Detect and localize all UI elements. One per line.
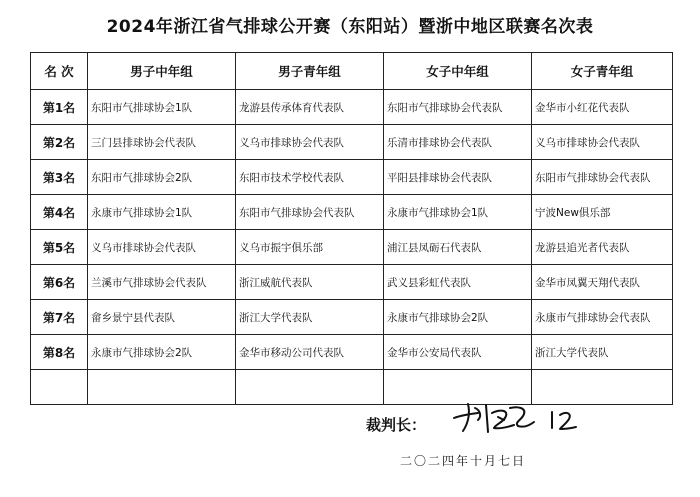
team-cell: 东阳市气排球协会代表队 [532, 160, 673, 195]
column-header-rank: 名 次 [31, 53, 88, 90]
team-cell: 乐清市排球协会代表队 [384, 125, 532, 160]
team-cell: 东阳市技术学校代表队 [236, 160, 384, 195]
table-row [31, 160, 673, 195]
referee-signature [448, 398, 598, 438]
table-row [31, 300, 673, 335]
team-cell: 义乌市排球协会代表队 [532, 125, 673, 160]
column-header-women-middle-age: 女子中年组 [384, 53, 532, 90]
referee-label: 裁判长： [366, 416, 427, 434]
column-header-men-youth: 男子青年组 [236, 53, 384, 90]
table-row [31, 265, 673, 300]
team-cell: 东阳市气排球协会2队 [88, 160, 236, 195]
team-cell: 东阳市气排球协会代表队 [236, 195, 384, 230]
table-row [31, 125, 673, 160]
team-cell: 浙江大学代表队 [532, 335, 673, 370]
column-header-women-youth: 女子青年组 [532, 53, 673, 90]
rank-cell: 第6名 [31, 265, 88, 300]
rank-cell: 第3名 [31, 160, 88, 195]
rank-cell: 第1名 [31, 90, 88, 125]
document-date: 二〇二四年十月七日 [400, 454, 527, 468]
rank-cell: 第4名 [31, 195, 88, 230]
team-cell: 永康市气排球协会2队 [88, 335, 236, 370]
team-cell: 永康市气排球协会2队 [384, 300, 532, 335]
team-cell: 龙游县追光者代表队 [532, 230, 673, 265]
rank-cell [31, 370, 88, 405]
team-cell: 平阳县排球协会代表队 [384, 160, 532, 195]
rank-cell: 第7名 [31, 300, 88, 335]
team-cell [236, 370, 384, 405]
page-title: 2024年浙江省气排球公开赛（东阳站）暨浙中地区联赛名次表 [106, 17, 594, 37]
table-header-row [31, 53, 673, 90]
team-cell: 东阳市气排球协会1队 [88, 90, 236, 125]
rank-cell: 第8名 [31, 335, 88, 370]
team-cell: 永康市气排球协会1队 [88, 195, 236, 230]
team-cell: 三门县排球协会代表队 [88, 125, 236, 160]
team-cell: 东阳市气排球协会代表队 [384, 90, 532, 125]
team-cell: 义乌市振宇俱乐部 [236, 230, 384, 265]
team-cell [88, 370, 236, 405]
team-cell: 武义县彩虹代表队 [384, 265, 532, 300]
team-cell: 宁波New俱乐部 [532, 195, 673, 230]
rank-cell: 第5名 [31, 230, 88, 265]
team-cell: 兰溪市气排球协会代表队 [88, 265, 236, 300]
team-cell: 金华市公安局代表队 [384, 335, 532, 370]
column-header-men-middle-age: 男子中年组 [88, 53, 236, 90]
team-cell: 义乌市排球协会代表队 [88, 230, 236, 265]
team-cell: 浙江大学代表队 [236, 300, 384, 335]
team-cell: 浙江威航代表队 [236, 265, 384, 300]
table-row [31, 90, 673, 125]
table-row [31, 335, 673, 370]
rank-cell: 第2名 [31, 125, 88, 160]
team-cell: 金华市移动公司代表队 [236, 335, 384, 370]
team-cell: 龙游县传承体育代表队 [236, 90, 384, 125]
team-cell: 义乌市排球协会代表队 [236, 125, 384, 160]
team-cell: 金华市小红花代表队 [532, 90, 673, 125]
table-row [31, 195, 673, 230]
team-cell: 畲乡景宁县代表队 [88, 300, 236, 335]
team-cell: 永康市气排球协会1队 [384, 195, 532, 230]
table-row [31, 230, 673, 265]
results-table [30, 52, 673, 405]
team-cell: 浦江县凤砺石代表队 [384, 230, 532, 265]
table-body [31, 90, 673, 405]
team-cell: 金华市凤翼天翔代表队 [532, 265, 673, 300]
team-cell: 永康市气排球协会代表队 [532, 300, 673, 335]
